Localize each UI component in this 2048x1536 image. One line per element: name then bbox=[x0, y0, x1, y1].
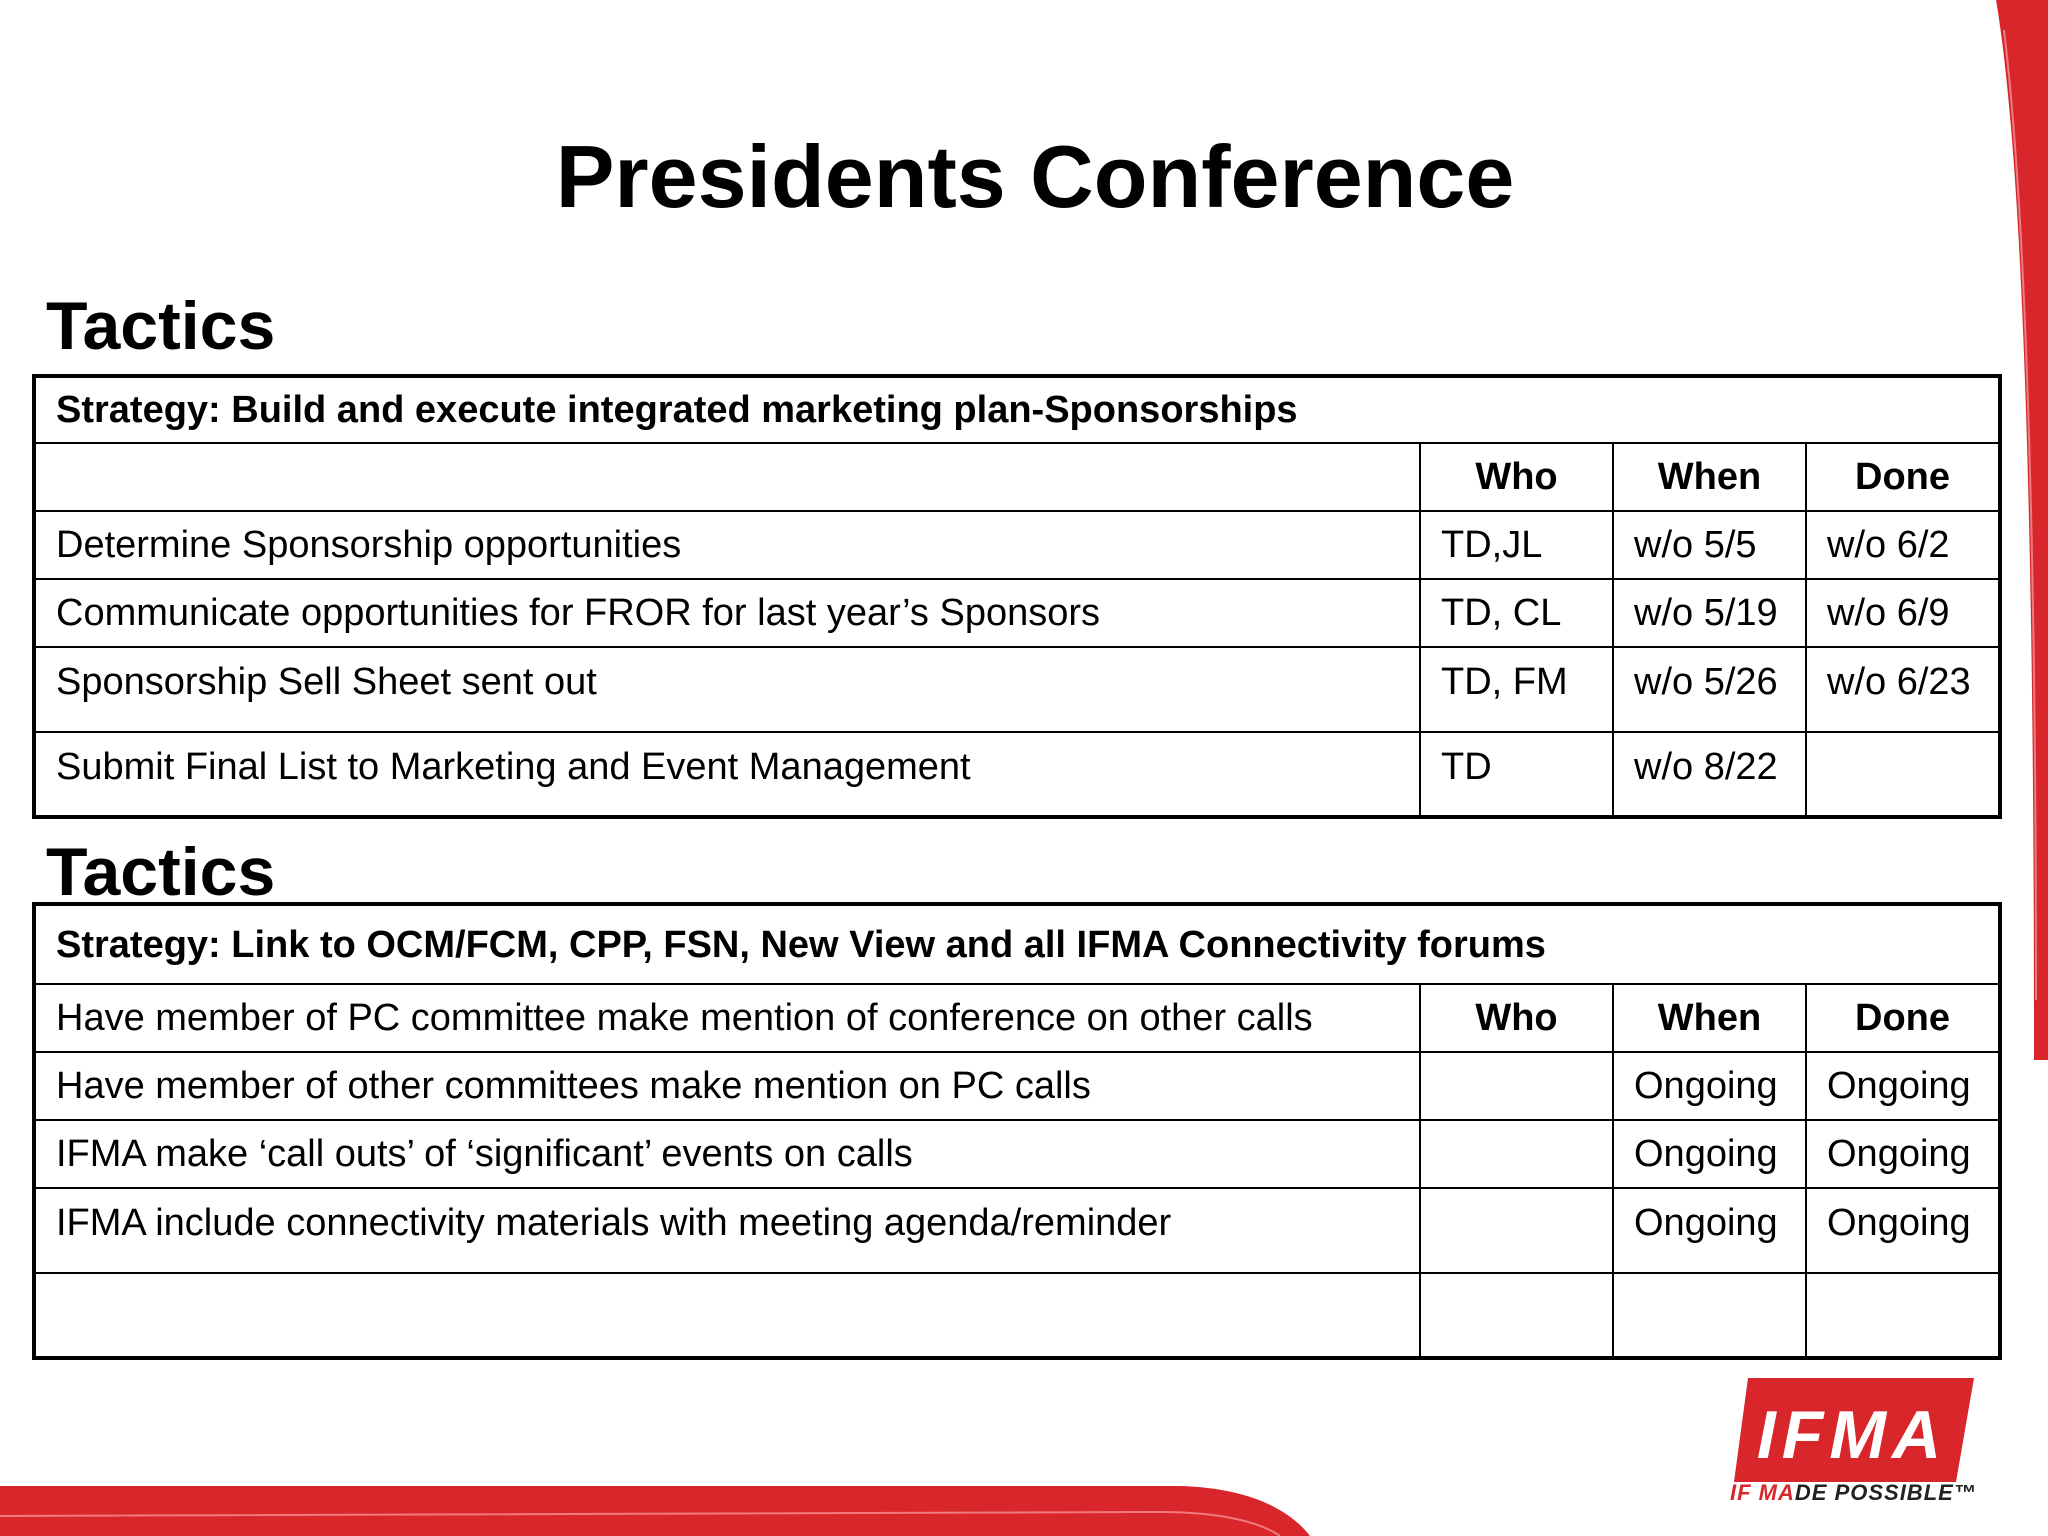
when-cell: Ongoing bbox=[1613, 1052, 1806, 1120]
ifma-logo bbox=[1734, 1378, 1974, 1494]
done-cell bbox=[1806, 732, 2000, 817]
task-cell: Communicate opportunities for FROR for last year’s Sponsors bbox=[34, 579, 1420, 647]
when-cell: w/o 5/26 bbox=[1613, 647, 1806, 732]
strategy-cell: Strategy: Build and execute integrated marketing plan-Sponsorships bbox=[34, 376, 2000, 443]
tagline-accent: IF MA bbox=[1730, 1480, 1795, 1505]
who-cell: TD, FM bbox=[1420, 647, 1613, 732]
table-row bbox=[34, 732, 2000, 817]
when-cell bbox=[1613, 1273, 1806, 1358]
who-cell: TD bbox=[1420, 732, 1613, 817]
done-cell bbox=[1806, 1273, 2000, 1358]
who-cell: TD, CL bbox=[1420, 579, 1613, 647]
table-row bbox=[34, 1273, 2000, 1358]
strategy-cell: Strategy: Link to OCM/FCM, CPP, FSN, New View and all IFMA Connectivity forums bbox=[34, 904, 2000, 984]
done-cell: Ongoing bbox=[1806, 1188, 2000, 1273]
done-cell: w/o 6/9 bbox=[1806, 579, 2000, 647]
header-done: Done bbox=[1806, 984, 2000, 1052]
done-cell: Ongoing bbox=[1806, 1052, 2000, 1120]
task-cell bbox=[34, 1273, 1420, 1358]
header-when: When bbox=[1613, 443, 1806, 511]
task-cell: Determine Sponsorship opportunities bbox=[34, 511, 1420, 579]
who-cell bbox=[1420, 1120, 1613, 1188]
table-row bbox=[34, 1120, 2000, 1188]
who-cell bbox=[1420, 1273, 1613, 1358]
task-cell: IFMA include connectivity materials with meeting agenda/reminder bbox=[34, 1188, 1420, 1273]
table-row bbox=[34, 579, 2000, 647]
table-row bbox=[34, 1188, 2000, 1273]
when-cell: Ongoing bbox=[1613, 1120, 1806, 1188]
who-cell bbox=[1420, 1052, 1613, 1120]
when-cell: w/o 5/5 bbox=[1613, 511, 1806, 579]
header-task-cell bbox=[34, 443, 1420, 511]
task-cell: Submit Final List to Marketing and Event Management bbox=[34, 732, 1420, 817]
section1-heading: Tactics bbox=[46, 288, 276, 364]
header-task-cell: Have member of PC committee make mention of conference on other calls bbox=[34, 984, 1420, 1052]
task-cell: IFMA make ‘call outs’ of ‘significant’ events on calls bbox=[34, 1120, 1420, 1188]
sponsorship-tactics-table bbox=[32, 374, 2002, 819]
task-cell: Sponsorship Sell Sheet sent out bbox=[34, 647, 1420, 732]
header-who: Who bbox=[1420, 984, 1613, 1052]
logo-tagline bbox=[1730, 1480, 1977, 1506]
logo-wordmark: IFMA bbox=[1756, 1397, 1948, 1473]
table-row bbox=[34, 647, 2000, 732]
when-cell: w/o 5/19 bbox=[1613, 579, 1806, 647]
header-who: Who bbox=[1420, 443, 1613, 511]
header-row bbox=[34, 443, 2000, 511]
connectivity-tactics-table bbox=[32, 902, 2002, 1360]
who-cell bbox=[1420, 1188, 1613, 1273]
bottom-red-swoosh bbox=[0, 1486, 1310, 1536]
header-done: Done bbox=[1806, 443, 2000, 511]
tagline-rest: DE POSSIBLE™ bbox=[1794, 1480, 1977, 1505]
header-row bbox=[34, 984, 2000, 1052]
page-title: Presidents Conference bbox=[555, 127, 1515, 226]
strategy-row bbox=[34, 904, 2000, 984]
done-cell: Ongoing bbox=[1806, 1120, 2000, 1188]
task-cell: Have member of other committees make mention on PC calls bbox=[34, 1052, 1420, 1120]
table-row bbox=[34, 1052, 2000, 1120]
when-cell: w/o 8/22 bbox=[1613, 732, 1806, 817]
done-cell: w/o 6/23 bbox=[1806, 647, 2000, 732]
who-cell: TD,JL bbox=[1420, 511, 1613, 579]
table-row bbox=[34, 511, 2000, 579]
done-cell: w/o 6/2 bbox=[1806, 511, 2000, 579]
section2-heading: Tactics bbox=[46, 834, 276, 910]
strategy-row bbox=[34, 376, 2000, 443]
when-cell: Ongoing bbox=[1613, 1188, 1806, 1273]
header-when: When bbox=[1613, 984, 1806, 1052]
